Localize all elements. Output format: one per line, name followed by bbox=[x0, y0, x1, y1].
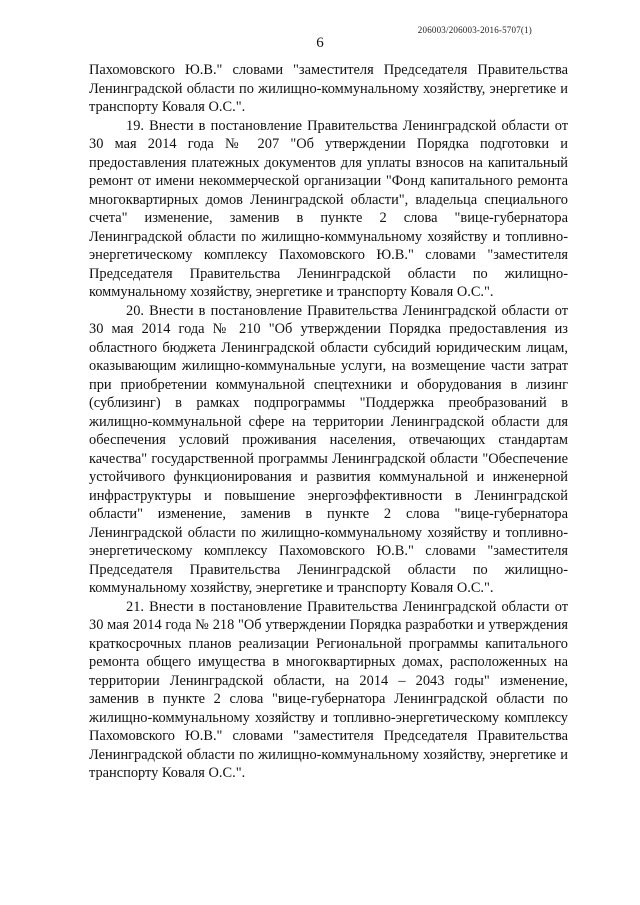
paragraph-item-20: 20. Внести в постановление Правительства Ленинградской области от 30 мая 2014 года № 210 "Об утверждении Порядка предоставления из областного бюджета Ленинградской области субсидий юридическим лицам, оказывающим жилищно-коммунальные услуги, на возмещение части затрат при приобретении коммунальной спецтехники и оборудования в лизинг (сублизинг) в рамках подпрограммы "Поддержка преобразований в жилищно-коммунальной сфере на территории Ленинградской области для обеспечения условий проживания населения, отвечающих стандартам качества" государственной программы Ленинградской области "Обеспечение устойчивого функционирования и развития коммунальной и инженерной инфраструктуры и повышение энергоэффективности в Ленинградской области" изменение, заменив в пункте 2 слова "вице-губернатора Ленинградской области по жилищно-коммунальному хозяйству и топливно-энергетическому комплексу Пахомовского Ю.В." словами "заместителя Председателя Правительства Ленинградской области по жилищно-коммунальному хозяйству, энергетике и транспорту Коваля О.С.". bbox=[89, 302, 568, 596]
document-id: 206003/206003-2016-5707(1) bbox=[417, 25, 532, 35]
paragraph-item-19: 19. Внести в постановление Правительства Ленинградской области от 30 мая 2014 года № 207 "Об утверждении Порядка подготовки и предоставления платежных документов для уплаты взносов на капитальный ремонт от имени некоммерческой организации "Фонд капитального ремонта многоквартирных домов Ленинградской области", владельца специального счета" изменение, заменив в пункте 2 слова "вице-губернатора Ленинградской области по жилищно-коммунальному хозяйству и топливно-энергетическому комплексу Пахомовского Ю.В." словами "заместителя Председателя Правительства Ленинградской области по жилищно-коммунальному хозяйству, энергетике и транспорту Коваля О.С.". bbox=[89, 117, 568, 300]
document-body bbox=[89, 61, 568, 783]
paragraph-continuation: Пахомовского Ю.В." словами "заместителя Председателя Правительства Ленинградской области по жилищно-коммунальному хозяйству, энергетике и транспорту Коваля О.С.". bbox=[89, 62, 568, 115]
page-number: 6 bbox=[316, 35, 324, 51]
paragraph-item-21: 21. Внести в постановление Правительства Ленинградской области от 30 мая 2014 года № 218 "Об утверждении Порядка разработки и утверждения краткосрочных планов реализации Региональной программы капитального ремонта общего имущества в многоквартирных домах, расположенных на территории Ленинградской области, на 2014 – 2043 годы" изменение, заменив в пункте 2 слова "вице-губернатора Ленинградской области по жилищно-коммунальному хозяйству и топливно-энергетическому комплексу Пахомовского Ю.В." словами "заместителя Председателя Правительства Ленинградской области по жилищно-коммунальному хозяйству, энергетике и транспорту Коваля О.С.". bbox=[89, 598, 568, 781]
